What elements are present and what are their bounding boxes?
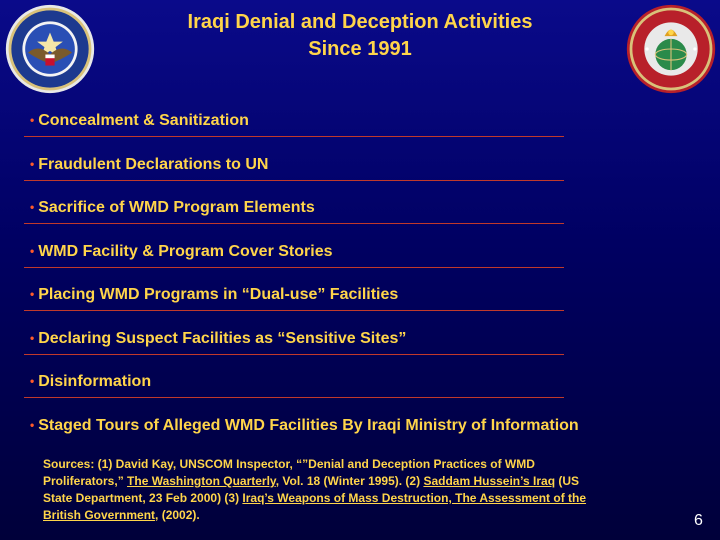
list-item [24,282,714,326]
list-item [24,108,714,152]
list-item [24,239,714,283]
bullet-dot-icon: • [30,113,35,127]
sources-text: , (2002). [155,508,200,522]
divider [24,310,564,311]
defense-intelligence-agency-seal-icon [625,3,717,95]
bullet-dot-icon: • [30,243,35,258]
bullet-text: Declaring Suspect Facilities as “Sensitive Sites” [38,329,407,347]
page-title [110,9,610,63]
sources-text: (US State Department, 23 Feb 2000) (3) [43,474,580,505]
title-line-2: Since 1991 [308,38,412,60]
sources-citation [43,456,603,524]
bullet-dot-icon: • [30,156,35,171]
divider [24,136,564,137]
divider [24,267,564,268]
list-item [24,413,714,457]
bullet-text: WMD Facility & Program Cover Stories [38,242,333,260]
bullet-dot-icon: • [30,200,35,214]
list-item [24,152,714,196]
department-of-defense-seal-icon [4,3,96,95]
bullet-text: Sacrifice of WMD Program Elements [38,199,315,216]
bullet-text: Fraudulent Declarations to UN [38,155,269,173]
bullet-dot-icon: • [30,287,35,301]
sources-text: , Vol. 18 (Winter 1995). (2) [275,474,424,488]
bullet-text: Placing WMD Programs in “Dual-use” Facilities [38,286,399,303]
list-item [24,326,714,370]
bullet-list [24,108,714,456]
sources-lead: Sources: (1) David Kay, UNSCOM Inspector, “”Denial and Deception Practices of WMD Proliferators,” [43,457,535,488]
bullet-text: Disinformation [38,373,152,390]
bullet-text: Staged Tours of Alleged WMD Facilities By Iraqi Ministry of Information [38,416,579,434]
bullet-dot-icon: • [30,417,35,432]
list-item [24,369,714,413]
source-publication-title: The Washington Quarterly [127,474,276,488]
divider [24,180,564,181]
bullet-dot-icon: • [30,330,35,345]
bullet-dot-icon: • [30,374,35,388]
divider [24,397,564,398]
divider [24,354,564,355]
list-item [24,195,714,239]
source-publication-title: Iraq’s Weapons of Mass Destruction, The Assessment of the British Government [43,491,587,522]
divider [24,223,564,224]
bullet-text: Concealment & Sanitization [38,112,249,129]
page-number: 6 [694,512,703,529]
source-publication-title: Saddam Hussein’s Iraq [423,474,556,488]
title-line-1: Iraqi Denial and Deception Activities [187,11,533,33]
